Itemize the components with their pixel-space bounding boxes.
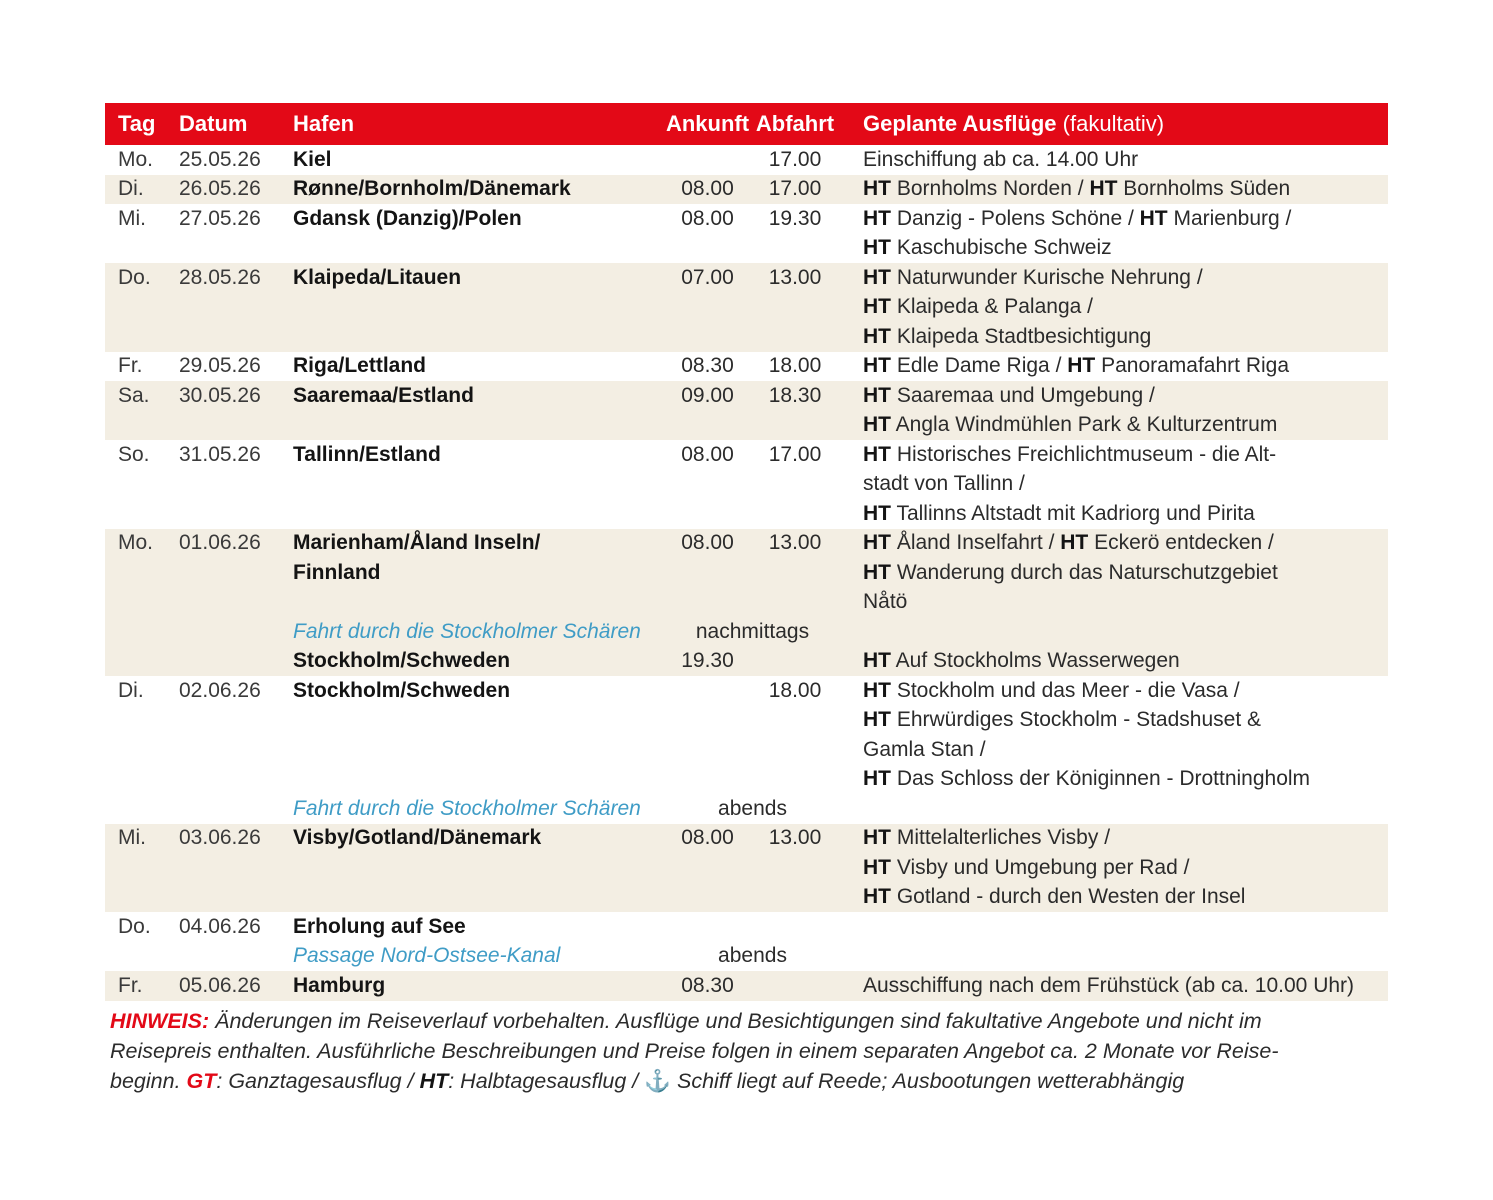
- departure-cell: 18.00: [768, 678, 822, 702]
- excursion-text: Edle Dame Riga /: [891, 354, 1068, 378]
- excursions-cell: [863, 148, 1388, 172]
- arrival-cell: 08.00: [681, 206, 734, 230]
- excursion-type-abbr: HT: [863, 383, 891, 407]
- excursions-cell: [863, 974, 1388, 998]
- excursions-cell: [863, 207, 1388, 231]
- departure-cell: 13.00: [768, 265, 822, 289]
- timespan-cell: abends: [718, 944, 787, 968]
- excursions-cell: [863, 826, 1388, 850]
- table-line: [105, 735, 1388, 765]
- excursion-type-abbr: HT: [863, 236, 891, 260]
- excursions-cell: [863, 502, 1388, 526]
- excursion-text: Åland Inselfahrt /: [891, 531, 1061, 555]
- excursions-cell: [863, 177, 1388, 201]
- excursion-type-abbr: HT: [863, 708, 891, 732]
- port-name: Rønne/Bornholm/Dänemark: [293, 177, 571, 201]
- port-cell: [293, 620, 665, 644]
- excursion-type-abbr: HT: [863, 295, 891, 319]
- departure-cell: 17.00: [768, 177, 822, 201]
- day-cell: Fr.: [118, 973, 143, 997]
- excursion-text: Einschiffung ab ca. 14.00 Uhr: [863, 147, 1139, 171]
- excursion-text: Mittelalterliches Visby /: [891, 826, 1111, 850]
- table-line: [105, 617, 1388, 647]
- excursion-type-abbr: HT: [863, 354, 891, 378]
- table-line: [105, 588, 1388, 618]
- port-cell: [293, 177, 665, 201]
- date-cell: 30.05.26: [179, 383, 261, 407]
- excursions-cell: [863, 708, 1388, 732]
- header-ausfluege-bold: Geplante Ausflüge: [863, 111, 1057, 136]
- excursion-type-abbr: HT: [863, 649, 891, 673]
- footnote-line: [110, 1037, 1410, 1067]
- port-name: Riga/Lettland: [293, 354, 427, 378]
- table-line: [105, 263, 1388, 293]
- excursion-text: Klaipeda Stadtbesichtigung: [891, 324, 1152, 348]
- excursions-cell: [863, 679, 1388, 703]
- sea-passage-label: Passage Nord-Ostsee-Kanal: [293, 944, 561, 968]
- header-ankunft: Ankunft: [665, 111, 750, 136]
- excursion-type-abbr: HT: [1139, 206, 1168, 230]
- excursion-text: Tallinns Altstadt mit Kadriorg und Pirita: [891, 501, 1255, 525]
- table-line: [105, 470, 1388, 500]
- table-row: [105, 352, 1388, 382]
- excursion-type-abbr: HT: [863, 678, 891, 702]
- excursion-type-abbr: HT: [1067, 354, 1096, 378]
- port-cell: [293, 797, 665, 821]
- table-line: [105, 440, 1388, 470]
- excursion-text: Stockholm und das Meer - die Vasa /: [891, 678, 1240, 702]
- excursion-text: Kaschubische Schweiz: [891, 236, 1112, 260]
- port-name: Marienham/Åland Inseln/: [293, 531, 541, 555]
- port-cell: [293, 148, 665, 172]
- excursion-text: Marienburg /: [1167, 206, 1292, 230]
- excursions-cell: [863, 295, 1388, 319]
- excursions-cell: [863, 443, 1388, 467]
- table-line: [105, 765, 1388, 795]
- date-cell: 26.05.26: [179, 177, 261, 201]
- arrival-cell: 08.00: [681, 531, 734, 555]
- itinerary-table: [105, 103, 1388, 1001]
- arrival-cell: 09.00: [681, 383, 734, 407]
- port-name: Gdansk (Danzig)/Polen: [293, 206, 522, 230]
- date-cell: 25.05.26: [179, 147, 261, 171]
- day-cell: Mo.: [118, 147, 154, 171]
- header-datum: Datum: [179, 111, 248, 136]
- table-line: [105, 175, 1388, 205]
- date-cell: 04.06.26: [179, 914, 261, 938]
- table-line: [105, 529, 1388, 559]
- excursion-type-abbr: HT: [863, 560, 891, 584]
- excursion-type-abbr: HT: [863, 826, 891, 850]
- departure-cell: 19.30: [768, 206, 822, 230]
- footnote: [110, 1007, 1410, 1096]
- excursion-text: Eckerö entdecken /: [1088, 531, 1274, 555]
- port-name: Tallinn/Estland: [293, 442, 441, 466]
- header-tag: Tag: [118, 111, 156, 136]
- departure-cell: 18.00: [768, 354, 822, 378]
- excursions-cell: [863, 413, 1388, 437]
- excursions-cell: [863, 531, 1388, 555]
- departure-cell: 17.00: [768, 442, 822, 466]
- excursion-type-abbr: HT: [863, 531, 891, 555]
- excursion-type-abbr: HT: [863, 767, 891, 791]
- excursion-text: Wanderung durch das Naturschutzgebiet: [891, 560, 1278, 584]
- table-row: [105, 145, 1388, 175]
- table-row: [105, 440, 1388, 529]
- day-cell: Do.: [118, 914, 151, 938]
- footnote-keyword: HT: [419, 1068, 449, 1093]
- excursion-text: Angla Windmühlen Park & Kulturzentrum: [891, 413, 1278, 437]
- day-cell: Mo.: [118, 531, 154, 555]
- footnote-text: Reisepreis enthalten. Ausführliche Beschreibungen und Preise folgen in einem separaten Angebot ca. 2 Monate vor Reise-: [110, 1038, 1279, 1063]
- port-name: Erholung auf See: [293, 914, 466, 938]
- port-cell: [293, 915, 665, 939]
- date-cell: 03.06.26: [179, 826, 261, 850]
- table-line: [105, 824, 1388, 854]
- excursion-type-abbr: HT: [863, 413, 891, 437]
- departure-cell: 17.00: [768, 147, 822, 171]
- excursions-cell: [863, 384, 1388, 408]
- port-name: Finnland: [293, 560, 381, 584]
- port-cell: [293, 649, 665, 673]
- excursion-text: Bornholms Süden: [1117, 177, 1291, 201]
- date-cell: 28.05.26: [179, 265, 261, 289]
- excursions-cell: [863, 767, 1388, 791]
- sea-passage-label: Fahrt durch die Stockholmer Schären: [293, 796, 641, 820]
- timespan-cell: nachmittags: [695, 619, 810, 643]
- day-cell: Do.: [118, 265, 151, 289]
- footnote-line: [110, 1067, 1410, 1097]
- excursion-type-abbr: HT: [863, 265, 891, 289]
- day-cell: Mi.: [118, 206, 146, 230]
- arrival-cell: 08.30: [681, 973, 734, 997]
- table-line: [105, 352, 1388, 382]
- excursions-cell: [863, 590, 1388, 614]
- excursions-cell: [863, 325, 1388, 349]
- header-ausfluege: [863, 111, 1388, 137]
- excursions-cell: [863, 354, 1388, 378]
- table-line: [105, 234, 1388, 264]
- table-row: [105, 676, 1388, 824]
- excursion-type-abbr: HT: [863, 324, 891, 348]
- header-ausfluege-suffix: (fakultativ): [1056, 111, 1165, 136]
- table-row: [105, 971, 1388, 1001]
- date-cell: 01.06.26: [179, 531, 261, 555]
- port-cell: [293, 561, 665, 585]
- table-line: [105, 204, 1388, 234]
- departure-cell: 13.00: [768, 826, 822, 850]
- excursion-text: Auf Stockholms Wasserwegen: [891, 649, 1180, 673]
- table-row: [105, 263, 1388, 352]
- table-line: [105, 293, 1388, 323]
- excursion-text: stadt von Tallinn /: [863, 472, 1025, 496]
- excursion-text: Danzig - Polens Schöne /: [891, 206, 1140, 230]
- table-row: [105, 529, 1388, 677]
- arrival-cell: 19.30: [681, 649, 734, 673]
- timespan-cell: abends: [718, 796, 787, 820]
- excursions-cell: [863, 856, 1388, 880]
- date-cell: 31.05.26: [179, 442, 261, 466]
- excursion-type-abbr: HT: [863, 501, 891, 525]
- port-name: Stockholm/Schweden: [293, 649, 511, 673]
- excursion-text: Das Schloss der Königinnen - Drottningholm: [891, 767, 1311, 791]
- arrival-cell: 08.00: [681, 442, 734, 466]
- port-cell: [293, 531, 665, 555]
- excursion-text: Ausschiffung nach dem Frühstück (ab ca. 10.00 Uhr): [863, 973, 1355, 997]
- table-line: [105, 883, 1388, 913]
- table-line: [105, 942, 1388, 972]
- date-cell: 27.05.26: [179, 206, 261, 230]
- port-cell: [293, 354, 665, 378]
- table-line: [105, 971, 1388, 1001]
- arrival-cell: 08.00: [681, 826, 734, 850]
- footnote-text: : Halbtagesausflug /: [448, 1068, 645, 1093]
- excursion-text: Gamla Stan /: [863, 737, 986, 761]
- port-cell: [293, 384, 665, 408]
- departure-cell: 18.30: [768, 383, 822, 407]
- departure-cell: 13.00: [768, 531, 822, 555]
- header-abfahrt: Abfahrt: [755, 111, 835, 136]
- table-line: [105, 411, 1388, 441]
- table-header: [105, 103, 1388, 145]
- table-row: [105, 175, 1388, 205]
- table-row: [105, 824, 1388, 913]
- excursion-type-abbr: HT: [863, 855, 891, 879]
- table-row: [105, 204, 1388, 263]
- table-line: [105, 322, 1388, 352]
- table-row: [105, 912, 1388, 971]
- port-cell: [293, 443, 665, 467]
- table-line: [105, 794, 1388, 824]
- footnote-keyword: GT: [186, 1068, 217, 1093]
- anchor-icon: ⚓: [644, 1068, 672, 1093]
- table-line: [105, 381, 1388, 411]
- port-name: Stockholm/Schweden: [293, 678, 511, 702]
- excursion-type-abbr: HT: [863, 177, 891, 201]
- excursions-cell: [863, 649, 1388, 673]
- port-name: Klaipeda/Litauen: [293, 265, 462, 289]
- header-hafen: Hafen: [293, 111, 355, 136]
- port-cell: [293, 207, 665, 231]
- day-cell: Fr.: [118, 354, 143, 378]
- excursions-cell: [863, 561, 1388, 585]
- excursion-text: Nåtö: [863, 590, 908, 614]
- table-line: [105, 706, 1388, 736]
- excursion-text: Historisches Freichlichtmuseum - die Alt-: [891, 442, 1277, 466]
- day-cell: Di.: [118, 678, 144, 702]
- port-name: Kiel: [293, 147, 332, 171]
- footnote-text: : Ganztagesausflug /: [216, 1068, 420, 1093]
- port-cell: [293, 944, 665, 968]
- table-line: [105, 676, 1388, 706]
- excursion-text: Naturwunder Kurische Nehrung /: [891, 265, 1203, 289]
- table-line: [105, 912, 1388, 942]
- excursions-cell: [863, 472, 1388, 496]
- table-body: [105, 145, 1388, 1001]
- excursion-text: Visby und Umgebung per Rad /: [891, 855, 1190, 879]
- table-line: [105, 558, 1388, 588]
- date-cell: 29.05.26: [179, 354, 261, 378]
- day-cell: So.: [118, 442, 150, 466]
- port-cell: [293, 974, 665, 998]
- arrival-cell: 07.00: [681, 265, 734, 289]
- footnote-text: Änderungen im Reiseverlauf vorbehalten. Ausflüge und Besichtigungen sind fakultative Angebote und nicht im: [209, 1009, 1262, 1033]
- arrival-cell: 08.00: [681, 177, 734, 201]
- port-cell: [293, 826, 665, 850]
- excursion-text: Bornholms Norden /: [891, 177, 1090, 201]
- port-name: Hamburg: [293, 973, 386, 997]
- day-cell: Di.: [118, 177, 144, 201]
- date-cell: 02.06.26: [179, 678, 261, 702]
- sea-passage-label: Fahrt durch die Stockholmer Schären: [293, 619, 641, 643]
- excursion-type-abbr: HT: [1060, 531, 1089, 555]
- footnote-text: Schiff liegt auf Reede; Ausbootungen wetterabhängig: [671, 1068, 1185, 1093]
- table-row: [105, 381, 1388, 440]
- table-line: [105, 853, 1388, 883]
- excursion-text: Ehrwürdiges Stockholm - Stadshuset &: [891, 708, 1262, 732]
- excursion-text: Saaremaa und Umgebung /: [891, 383, 1155, 407]
- excursion-type-abbr: HT: [863, 206, 891, 230]
- footnote-text: beginn.: [110, 1068, 187, 1093]
- excursion-type-abbr: HT: [1089, 177, 1118, 201]
- footnote-keyword: HINWEIS:: [110, 1009, 210, 1033]
- excursions-cell: [863, 885, 1388, 909]
- excursions-cell: [863, 236, 1388, 260]
- port-cell: [293, 679, 665, 703]
- excursion-type-abbr: HT: [863, 442, 891, 466]
- date-cell: 05.06.26: [179, 973, 261, 997]
- excursion-text: Klaipeda & Palanga /: [891, 295, 1093, 319]
- day-cell: Mi.: [118, 826, 146, 850]
- excursion-text: Panoramafahrt Riga: [1095, 354, 1290, 378]
- excursion-text: Gotland - durch den Westen der Insel: [891, 885, 1246, 909]
- excursions-cell: [863, 266, 1388, 290]
- arrival-cell: 08.30: [681, 354, 734, 378]
- excursion-type-abbr: HT: [863, 885, 891, 909]
- table-line: [105, 499, 1388, 529]
- table-line: [105, 145, 1388, 175]
- footnote-line: [110, 1007, 1410, 1037]
- port-name: Saaremaa/Estland: [293, 383, 474, 407]
- excursions-cell: [863, 738, 1388, 762]
- table-line: [105, 647, 1388, 677]
- day-cell: Sa.: [118, 383, 150, 407]
- port-name: Visby/Gotland/Dänemark: [293, 826, 542, 850]
- port-cell: [293, 266, 665, 290]
